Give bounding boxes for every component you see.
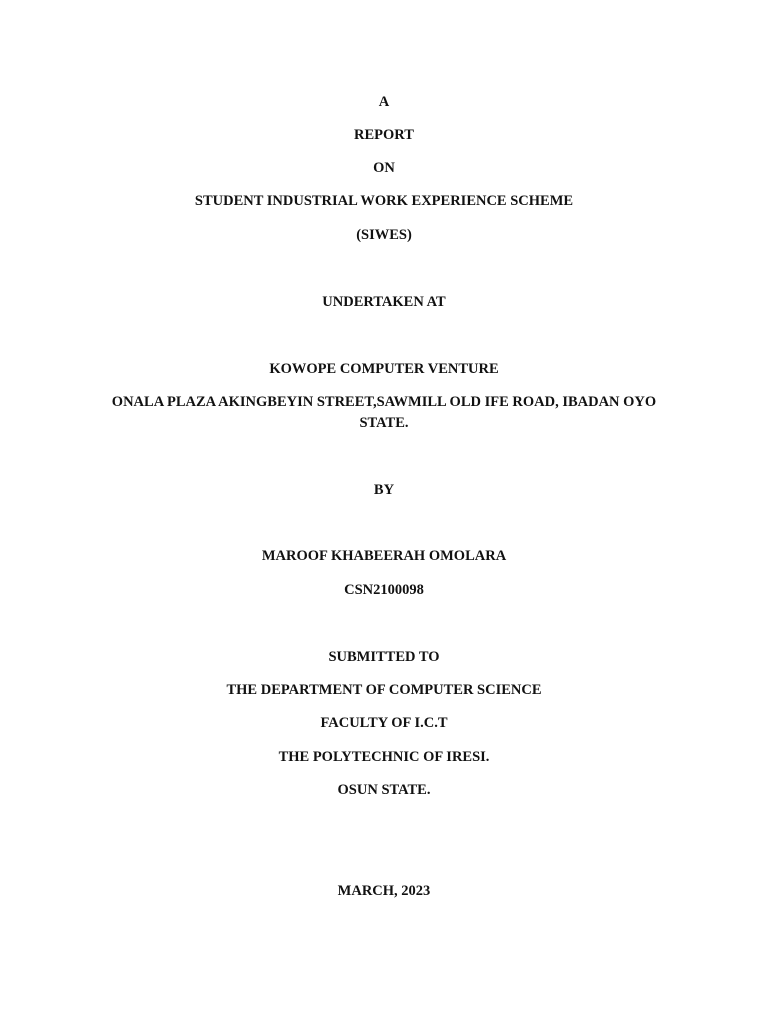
- matric-number: CSN2100098: [344, 582, 424, 598]
- institution-name: THE POLYTECHNIC OF IRESI.: [278, 749, 490, 765]
- student-name: MAROOF KHABEERAH OMOLARA: [261, 548, 507, 564]
- scheme-name: STUDENT INDUSTRIAL WORK EXPERIENCE SCHEME: [194, 193, 574, 209]
- submitted-to-label: SUBMITTED TO: [328, 649, 440, 665]
- company-name: KOWOPE COMPUTER VENTURE: [269, 361, 499, 377]
- title-article: A: [378, 94, 390, 110]
- scheme-acronym: (SIWES): [356, 227, 412, 243]
- department-name: THE DEPARTMENT OF COMPUTER SCIENCE: [226, 682, 542, 698]
- faculty-name: FACULTY OF I.C.T: [320, 715, 448, 731]
- by-label: BY: [373, 482, 395, 498]
- submission-date: MARCH, 2023: [337, 883, 431, 899]
- title-on: ON: [373, 160, 395, 176]
- company-address: ONALA PLAZA AKINGBEYIN STREET,SAWMILL OLD IFE ROAD, IBADAN OYO STATE.: [111, 394, 657, 431]
- title-report: REPORT: [354, 127, 414, 143]
- institution-state: OSUN STATE.: [337, 782, 431, 798]
- undertaken-at-label: UNDERTAKEN AT: [322, 294, 446, 310]
